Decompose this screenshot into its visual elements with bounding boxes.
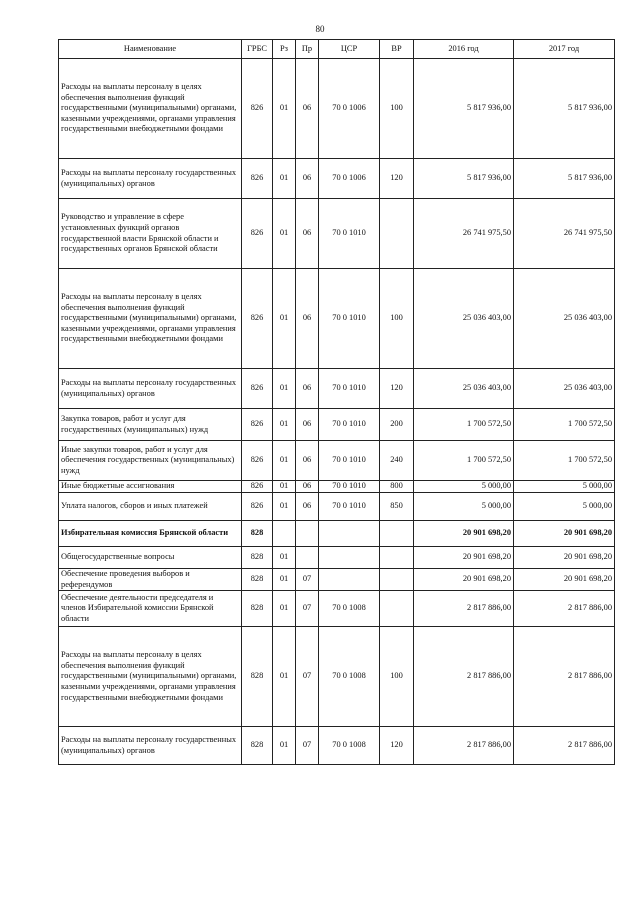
cell-grbs: 828	[242, 727, 273, 765]
cell-grbs: 826	[242, 59, 273, 159]
cell-pr: 06	[296, 269, 319, 369]
cell-2017: 5 817 936,00	[514, 59, 615, 159]
table-row	[59, 493, 615, 521]
cell-rz: 01	[273, 441, 296, 481]
cell-pr: 06	[296, 481, 319, 493]
cell-name: Расходы на выплаты персоналу государственных (муниципальных) органов	[59, 369, 242, 409]
cell-csr: 70 0 1010	[319, 269, 380, 369]
cell-vr: 850	[380, 493, 414, 521]
cell-grbs: 826	[242, 199, 273, 269]
table-row	[59, 269, 615, 369]
cell-vr	[380, 199, 414, 269]
cell-pr: 06	[296, 369, 319, 409]
cell-name: Расходы на выплаты персоналу государственных (муниципальных) органов	[59, 727, 242, 765]
cell-2016: 5 817 936,00	[414, 59, 514, 159]
cell-2017: 25 036 403,00	[514, 369, 615, 409]
cell-rz: 01	[273, 269, 296, 369]
cell-grbs: 826	[242, 369, 273, 409]
table-row	[59, 369, 615, 409]
cell-csr	[319, 521, 380, 547]
cell-csr	[319, 569, 380, 591]
header-2016: 2016 год	[414, 40, 514, 59]
header-2017: 2017 год	[514, 40, 615, 59]
cell-name: Обеспечение проведения выборов и референдумов	[59, 569, 242, 591]
cell-name: Уплата налогов, сборов и иных платежей	[59, 493, 242, 521]
budget-table	[58, 39, 615, 765]
cell-2016: 2 817 886,00	[414, 727, 514, 765]
cell-2017: 5 000,00	[514, 493, 615, 521]
cell-csr: 70 0 1008	[319, 591, 380, 627]
table-row	[59, 627, 615, 727]
cell-rz: 01	[273, 627, 296, 727]
cell-pr: 06	[296, 493, 319, 521]
cell-rz: 01	[273, 199, 296, 269]
cell-2017: 2 817 886,00	[514, 591, 615, 627]
cell-2017: 20 901 698,20	[514, 521, 615, 547]
cell-csr: 70 0 1008	[319, 727, 380, 765]
header-grbs: ГРБС	[242, 40, 273, 59]
table-row	[59, 59, 615, 159]
table-row	[59, 569, 615, 591]
cell-pr: 06	[296, 409, 319, 441]
cell-rz: 01	[273, 727, 296, 765]
cell-grbs: 828	[242, 627, 273, 727]
cell-vr	[380, 521, 414, 547]
cell-name: Расходы на выплаты персоналу в целях обеспечения выполнения функций государственными (муниципальными) органами, казенными учреждениями, органами управления государственными внебюджетными фондами	[59, 627, 242, 727]
table-row	[59, 159, 615, 199]
cell-csr: 70 0 1008	[319, 627, 380, 727]
table-row	[59, 727, 615, 765]
cell-2017: 5 817 936,00	[514, 159, 615, 199]
table-row	[59, 481, 615, 493]
cell-2017: 5 000,00	[514, 481, 615, 493]
cell-csr: 70 0 1010	[319, 409, 380, 441]
cell-csr: 70 0 1010	[319, 369, 380, 409]
cell-rz: 01	[273, 409, 296, 441]
cell-csr: 70 0 1010	[319, 481, 380, 493]
cell-name: Расходы на выплаты персоналу в целях обеспечения выполнения функций государственными (муниципальными) органами, казенными учреждениями, органами управления государственными внебюджетными фондами	[59, 59, 242, 159]
cell-2016: 5 000,00	[414, 493, 514, 521]
cell-grbs: 826	[242, 481, 273, 493]
cell-pr: 07	[296, 727, 319, 765]
cell-2017: 2 817 886,00	[514, 627, 615, 727]
cell-2016: 2 817 886,00	[414, 591, 514, 627]
table-row	[59, 441, 615, 481]
cell-grbs: 828	[242, 591, 273, 627]
cell-rz: 01	[273, 369, 296, 409]
cell-csr	[319, 547, 380, 569]
cell-pr: 06	[296, 199, 319, 269]
table-row	[59, 547, 615, 569]
cell-vr: 100	[380, 269, 414, 369]
cell-rz: 01	[273, 591, 296, 627]
header-csr: ЦСР	[319, 40, 380, 59]
cell-pr: 07	[296, 591, 319, 627]
cell-rz: 01	[273, 569, 296, 591]
cell-csr: 70 0 1006	[319, 59, 380, 159]
cell-pr: 07	[296, 627, 319, 727]
cell-name: Расходы на выплаты персоналу государственных (муниципальных) органов	[59, 159, 242, 199]
table-row	[59, 521, 615, 547]
cell-vr: 120	[380, 159, 414, 199]
cell-2017: 2 817 886,00	[514, 727, 615, 765]
cell-pr: 06	[296, 441, 319, 481]
cell-grbs: 828	[242, 547, 273, 569]
cell-vr: 120	[380, 369, 414, 409]
cell-pr: 07	[296, 569, 319, 591]
cell-2016: 5 000,00	[414, 481, 514, 493]
table-row	[59, 591, 615, 627]
cell-2016: 20 901 698,20	[414, 521, 514, 547]
cell-name: Руководство и управление в сфере установленных функций органов государственной власти Брянской области и государственных органов Брянской области	[59, 199, 242, 269]
cell-2017: 25 036 403,00	[514, 269, 615, 369]
cell-pr: 06	[296, 159, 319, 199]
page-number: 80	[315, 24, 325, 34]
table-row	[59, 199, 615, 269]
cell-grbs: 826	[242, 493, 273, 521]
cell-2017: 1 700 572,50	[514, 409, 615, 441]
cell-rz: 01	[273, 547, 296, 569]
cell-name: Избирательная комиссия Брянской области	[59, 521, 242, 547]
cell-grbs: 828	[242, 569, 273, 591]
cell-rz	[273, 521, 296, 547]
cell-2016: 5 817 936,00	[414, 159, 514, 199]
cell-vr: 200	[380, 409, 414, 441]
cell-2016: 25 036 403,00	[414, 369, 514, 409]
cell-csr: 70 0 1010	[319, 199, 380, 269]
cell-2017: 20 901 698,20	[514, 547, 615, 569]
cell-grbs: 828	[242, 521, 273, 547]
cell-2017: 1 700 572,50	[514, 441, 615, 481]
cell-rz: 01	[273, 493, 296, 521]
table-row	[59, 409, 615, 441]
header-name: Наименование	[59, 40, 242, 59]
cell-name: Обеспечение деятельности председателя и членов Избирательной комиссии Брянской области	[59, 591, 242, 627]
cell-name: Закупка товаров, работ и услуг для государственных (муниципальных) нужд	[59, 409, 242, 441]
cell-rz: 01	[273, 159, 296, 199]
cell-vr: 120	[380, 727, 414, 765]
cell-2017: 26 741 975,50	[514, 199, 615, 269]
cell-2016: 1 700 572,50	[414, 409, 514, 441]
cell-2016: 26 741 975,50	[414, 199, 514, 269]
cell-csr: 70 0 1006	[319, 159, 380, 199]
cell-2016: 20 901 698,20	[414, 569, 514, 591]
cell-pr: 06	[296, 59, 319, 159]
cell-name: Иные бюджетные ассигнования	[59, 481, 242, 493]
cell-pr	[296, 521, 319, 547]
cell-vr: 240	[380, 441, 414, 481]
cell-2016: 2 817 886,00	[414, 627, 514, 727]
cell-vr	[380, 591, 414, 627]
cell-pr	[296, 547, 319, 569]
cell-2017: 20 901 698,20	[514, 569, 615, 591]
cell-grbs: 826	[242, 159, 273, 199]
cell-2016: 20 901 698,20	[414, 547, 514, 569]
cell-name: Общегосударственные вопросы	[59, 547, 242, 569]
cell-vr: 100	[380, 59, 414, 159]
cell-vr	[380, 547, 414, 569]
cell-name: Иные закупки товаров, работ и услуг для обеспечения государственных (муниципальных) нужд	[59, 441, 242, 481]
header-rz: Рз	[273, 40, 296, 59]
cell-2016: 25 036 403,00	[414, 269, 514, 369]
cell-csr: 70 0 1010	[319, 493, 380, 521]
header-vr: ВР	[380, 40, 414, 59]
cell-vr: 800	[380, 481, 414, 493]
cell-grbs: 826	[242, 409, 273, 441]
header-pr: Пр	[296, 40, 319, 59]
table-header-row	[59, 40, 615, 59]
cell-csr: 70 0 1010	[319, 441, 380, 481]
cell-vr	[380, 569, 414, 591]
cell-name: Расходы на выплаты персоналу в целях обеспечения выполнения функций государственными (муниципальными) органами, казенными учреждениями, органами управления государственными внебюджетными фондами	[59, 269, 242, 369]
cell-vr: 100	[380, 627, 414, 727]
cell-grbs: 826	[242, 441, 273, 481]
cell-grbs: 826	[242, 269, 273, 369]
cell-rz: 01	[273, 59, 296, 159]
cell-rz: 01	[273, 481, 296, 493]
cell-2016: 1 700 572,50	[414, 441, 514, 481]
